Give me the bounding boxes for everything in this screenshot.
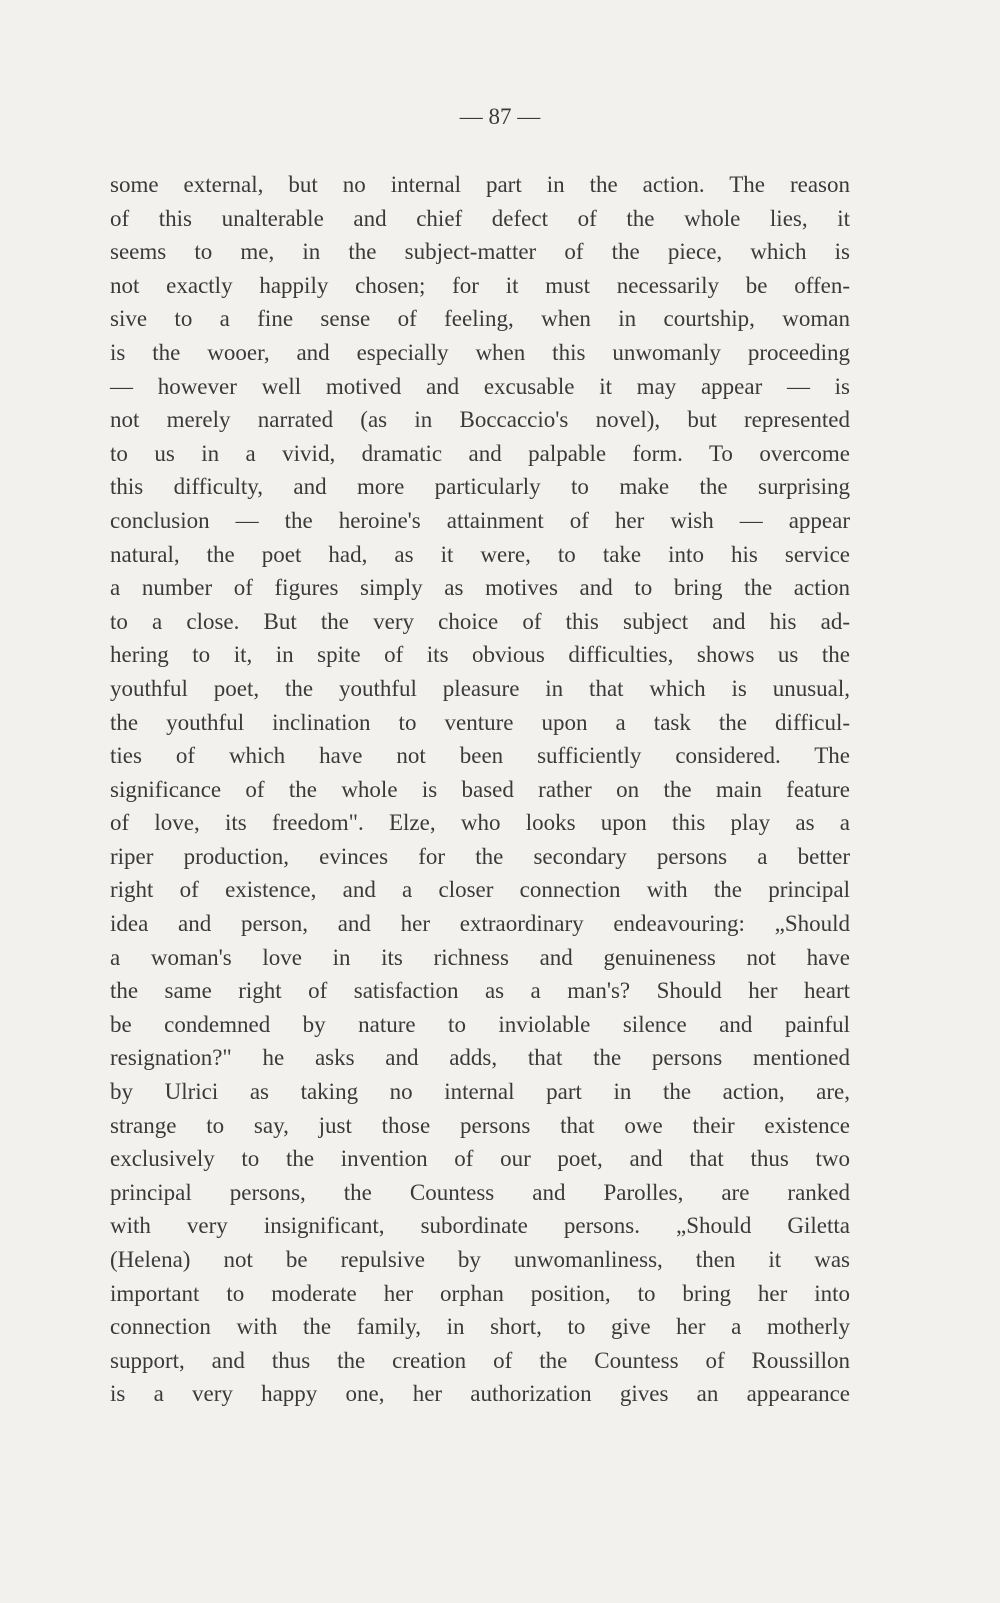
text-line: ties of which have not been sufficiently considered. The (110, 743, 850, 769)
text-line: — however well motived and excusable it may appear — is (110, 373, 850, 399)
body-text (110, 168, 850, 1411)
text-line: right of existence, and a closer connection with the principal (110, 877, 850, 903)
text-line: not exactly happily chosen; for it must necessarily be offen- (110, 272, 850, 298)
text-line: the youthful inclination to venture upon a task the difficul- (110, 709, 850, 735)
text-line: exclusively to the invention of our poet, and that thus two (110, 1146, 850, 1172)
text-line: to a close. But the very choice of this subject and his ad- (110, 608, 850, 634)
text-line: by Ulrici as taking no internal part in the action, are, (110, 1079, 850, 1105)
text-line: support, and thus the creation of the Countess of Roussillon (110, 1347, 850, 1373)
text-line: youthful poet, the youthful pleasure in that which is unusual, (110, 675, 850, 701)
text-line: riper production, evinces for the secondary persons a better (110, 843, 850, 869)
text-line: seems to me, in the subject-matter of the piece, which is (110, 239, 850, 265)
text-line: the same right of satisfaction as a man's? Should her heart (110, 978, 850, 1004)
text-line: principal persons, the Countess and Parolles, are ranked (110, 1179, 850, 1205)
text-line: is the wooer, and especially when this unwomanly proceeding (110, 339, 850, 365)
text-line: natural, the poet had, as it were, to take into his service (110, 541, 850, 567)
text-line: some external, but no internal part in the action. The reason (110, 172, 850, 197)
text-line: significance of the whole is based rather on the main feature (110, 776, 850, 802)
text-line: (Helena) not be repulsive by unwomanliness, then it was (110, 1247, 850, 1272)
text-line: of love, its freedom". Elze, who looks upon this play as a (110, 810, 850, 836)
text-line: connection with the family, in short, to give her a motherly (110, 1314, 850, 1340)
text-line: resignation?" he asks and adds, that the persons mentioned (110, 1045, 850, 1071)
text-line: a woman's love in its richness and genuineness not have (110, 944, 850, 970)
text-line: not merely narrated (as in Boccaccio's novel), but represented (110, 407, 850, 433)
text-line: hering to it, in spite of its obvious difficulties, shows us the (110, 642, 850, 668)
text-line: of this unalterable and chief defect of the whole lies, it (110, 205, 850, 231)
text-line: important to moderate her orphan position, to bring her into (110, 1280, 850, 1306)
text-line: with very insignificant, subordinate persons. „Should Giletta (110, 1213, 850, 1239)
text-line: a number of figures simply as motives and to bring the action (110, 575, 850, 601)
text-line: conclusion — the heroine's attainment of her wish — appear (110, 507, 850, 533)
text-line: is a very happy one, her authorization gives an appearance (110, 1381, 850, 1407)
text-line: to us in a vivid, dramatic and palpable form. To overcome (110, 440, 850, 466)
text-line: strange to say, just those persons that owe their existence (110, 1112, 850, 1138)
text-line: idea and person, and her extraordinary endeavouring: „Should (110, 911, 850, 937)
text-line: this difficulty, and more particularly to make the surprising (110, 474, 850, 500)
text-line: be condemned by nature to inviolable silence and painful (110, 1011, 850, 1037)
text-line: sive to a fine sense of feeling, when in courtship, woman (110, 306, 850, 332)
page-number: — 87 — (459, 104, 541, 129)
